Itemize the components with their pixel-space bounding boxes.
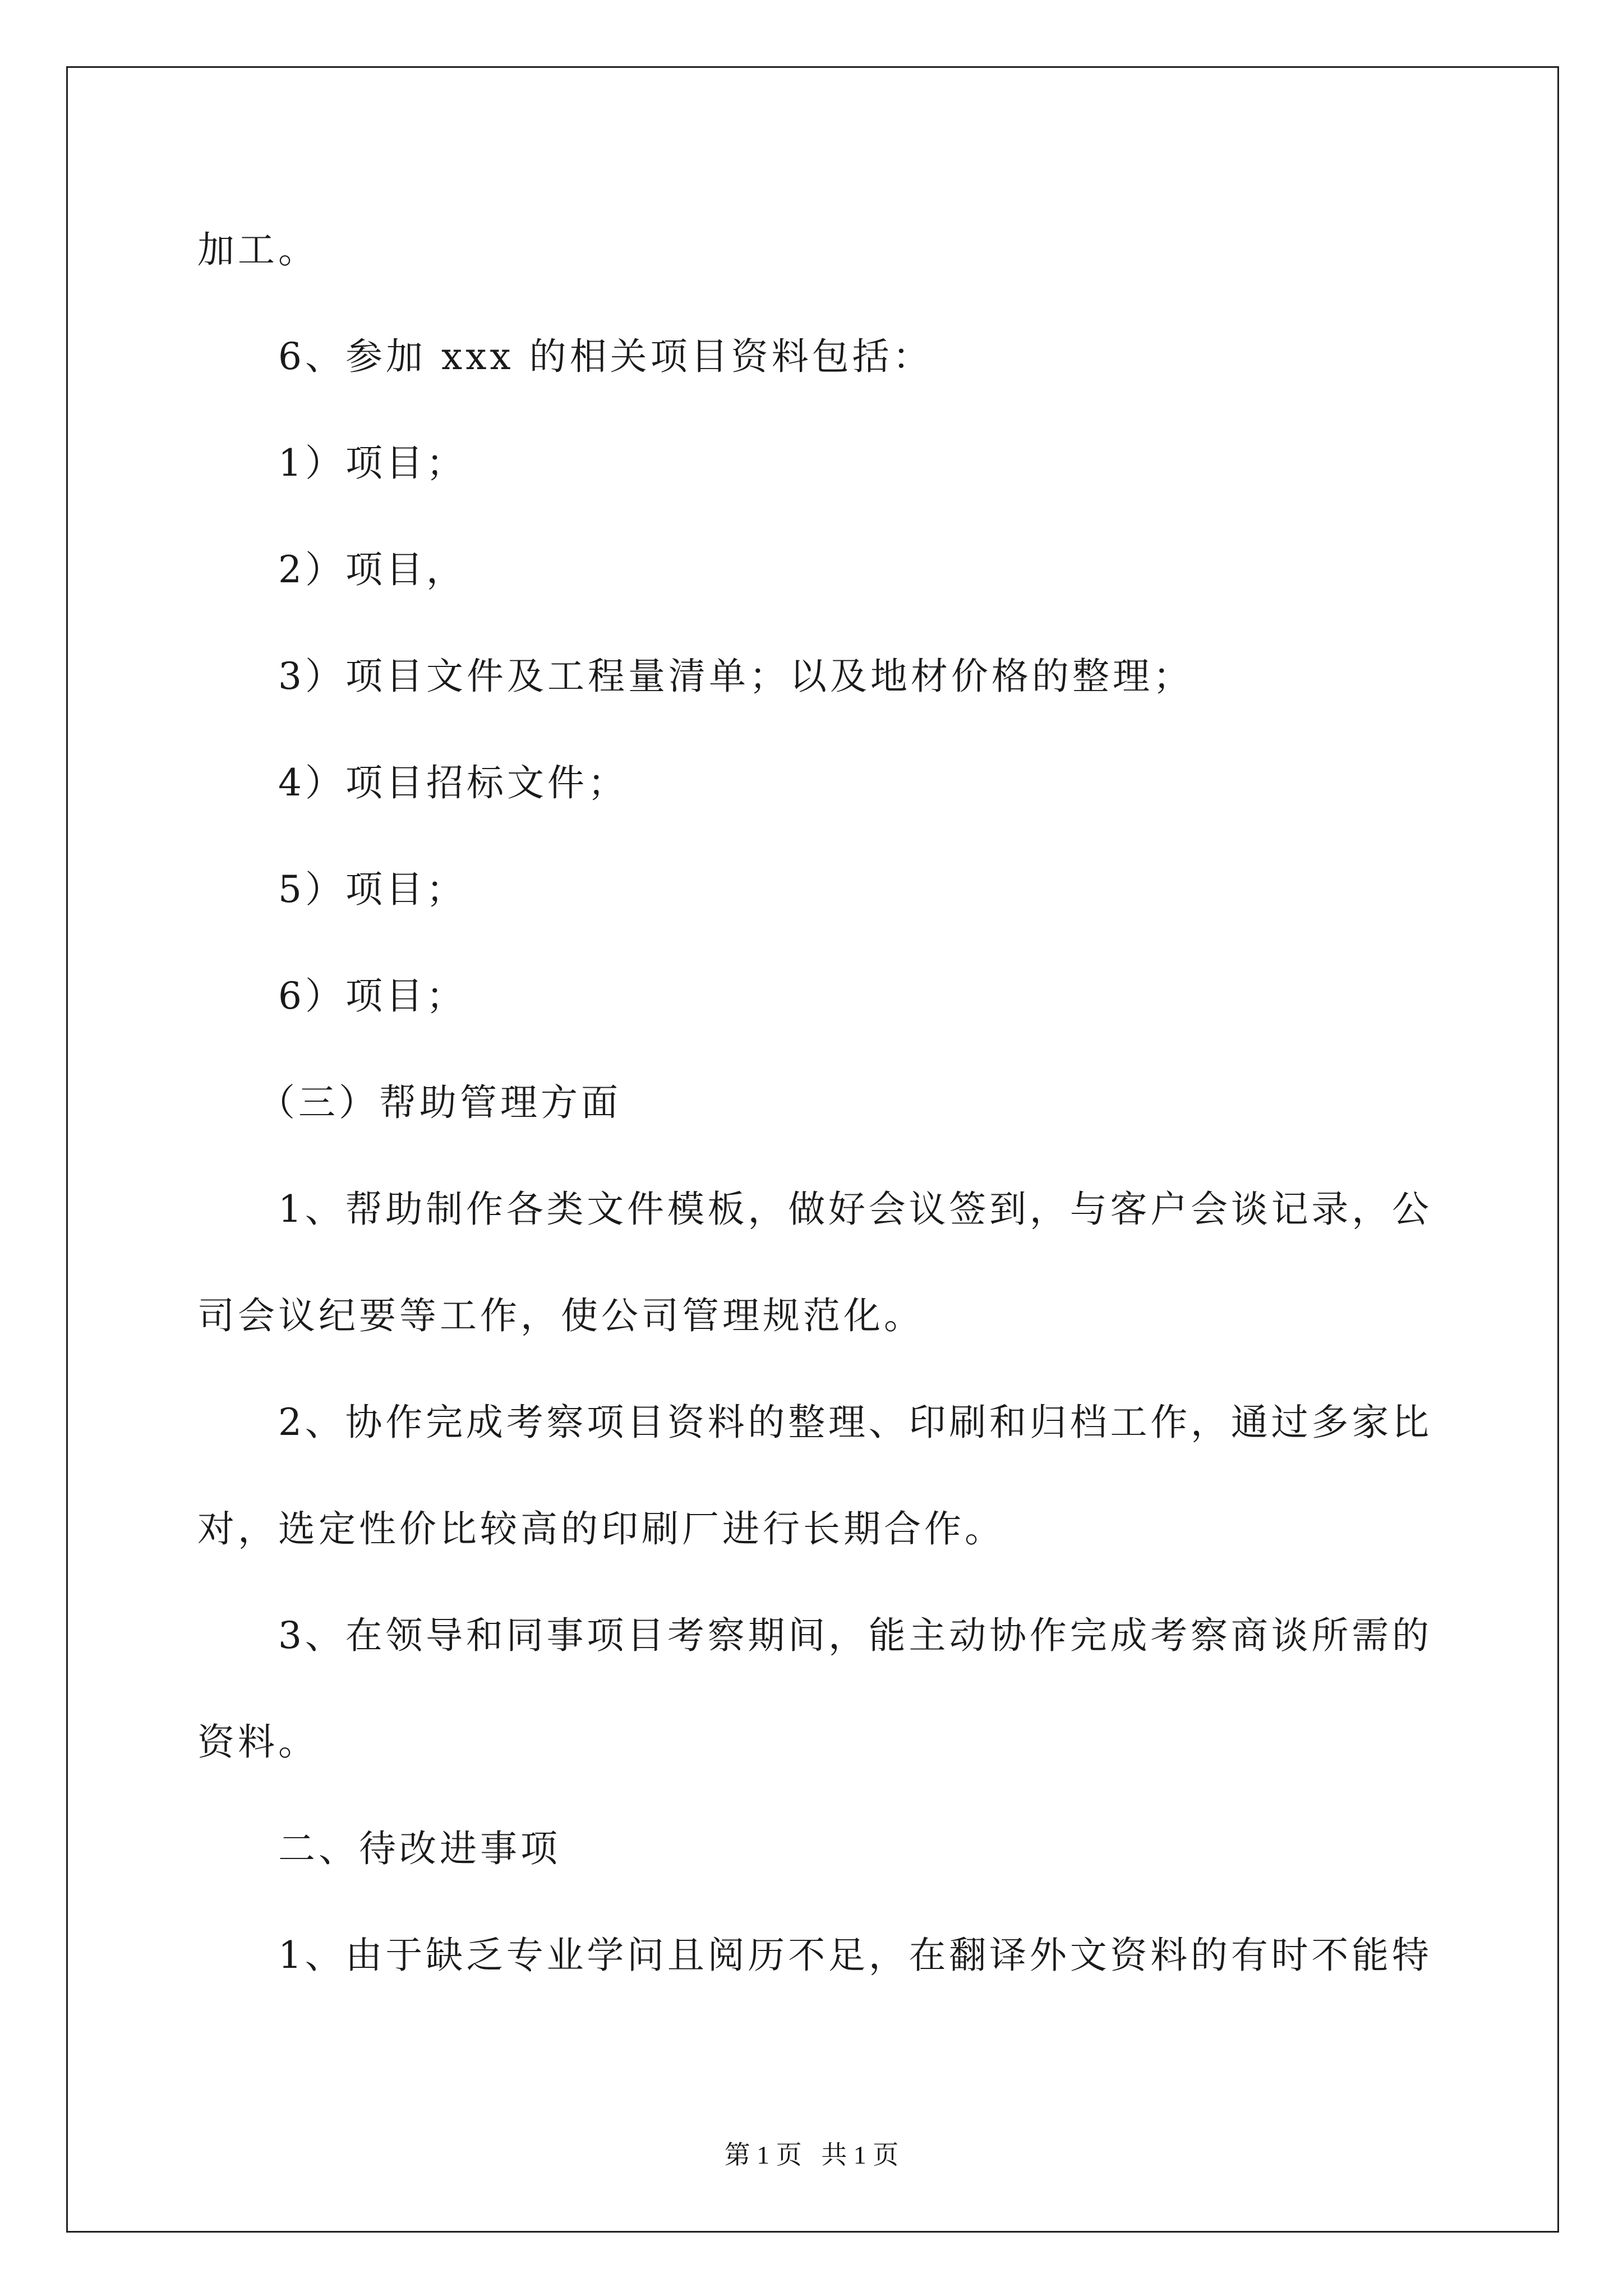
paragraph-line: 1、帮助制作各类文件模板，做好会议签到，与客户会谈记录，公	[278, 1188, 1429, 1231]
list-item: 2）项目，	[278, 548, 467, 591]
list-item: 4）项目招标文件；	[278, 761, 628, 804]
list-item: 6）项目；	[278, 974, 467, 1018]
paragraph-line: 对，选定性价比较高的印刷厂进行长期合作。	[197, 1507, 1005, 1550]
text-line: 加工。	[197, 228, 319, 272]
section-heading: （三）帮助管理方面	[258, 1081, 621, 1124]
paragraph-line: 资料。	[197, 1720, 319, 1764]
list-heading: 6、参加 xxx 的相关项目资料包括：	[278, 335, 933, 378]
paragraph-line: 2、协作完成考察项目资料的整理、印刷和归档工作，通过多家比	[278, 1401, 1429, 1444]
list-item: 1）项目；	[278, 441, 467, 485]
paragraph-line: 司会议纪要等工作，使公司管理规范化。	[197, 1294, 924, 1337]
paragraph-line: 3、在领导和同事项目考察期间，能主动协作完成考察商谈所需的	[278, 1614, 1429, 1657]
section-heading: 二、待改进事项	[278, 1827, 561, 1870]
page-footer: 第 1 页 共 1 页	[724, 2141, 899, 2169]
list-item: 5）项目；	[278, 868, 467, 911]
paragraph-line: 1、由于缺乏专业学问且阅历不足，在翻译外文资料的有时不能特	[278, 1934, 1429, 1977]
page-border	[66, 66, 1559, 2233]
list-item: 3）项目文件及工程量清单；以及地材价格的整理；	[278, 655, 1193, 698]
